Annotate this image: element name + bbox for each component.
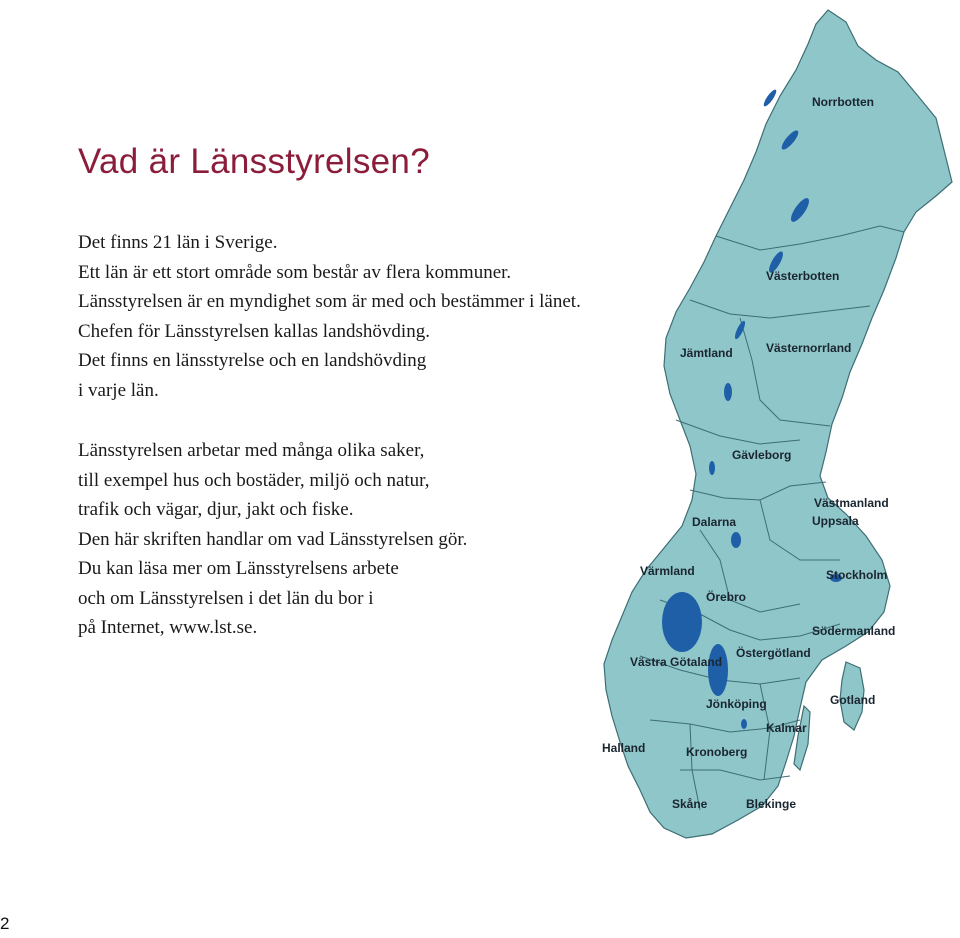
region-label-varmland: Värmland xyxy=(640,564,695,578)
body-line: Den här skriften handlar om vad Länsstyrelsen gör. xyxy=(78,528,468,550)
body-line: Länsstyrelsen arbetar med många olika saker, xyxy=(78,440,425,461)
region-label-orebro: Örebro xyxy=(706,590,747,604)
region-label-stockholm: Stockholm xyxy=(826,568,888,582)
region-label-uppsala: Uppsala xyxy=(812,514,859,528)
region-label-vasterbotten: Västerbotten xyxy=(766,269,840,283)
region-label-vasternorrland: Västernorrland xyxy=(766,341,852,355)
body-line: till exempel hus och bostäder, miljö och natur, xyxy=(78,469,430,491)
region-label-kronoberg: Kronoberg xyxy=(686,745,748,759)
region-label-dalarna: Dalarna xyxy=(692,515,737,529)
intro-paragraph xyxy=(78,228,581,405)
region-label-blekinge: Blekinge xyxy=(746,797,797,811)
region-label-vastmanland: Västmanland xyxy=(814,496,889,510)
intro-line: Ett län är ett stort område som består av flera kommuner. xyxy=(78,261,512,283)
body-line: trafik och vägar, djur, jakt och fiske. xyxy=(78,499,354,520)
region-label-jonkoping: Jönköping xyxy=(706,697,767,711)
body-paragraph xyxy=(78,436,467,643)
sweden-county-map xyxy=(600,0,960,860)
region-label-gotland: Gotland xyxy=(830,693,876,707)
body-line: och om Länsstyrelsen i det län du bor i xyxy=(78,587,374,609)
intro-line: Länsstyrelsen är en myndighet som är med och bestämmer i länet. xyxy=(78,291,581,312)
region-label-gavleborg: Gävleborg xyxy=(732,448,792,462)
region-label-vastra-gotaland: Västra Götaland xyxy=(630,655,723,669)
region-label-sodermanland: Södermanland xyxy=(812,624,896,638)
region-label-norrbotten: Norrbotten xyxy=(812,95,874,109)
page-title: Vad är Länsstyrelsen? xyxy=(78,142,430,181)
intro-line: i varje län. xyxy=(78,379,159,401)
region-label-kalmar: Kalmar xyxy=(766,721,807,735)
page-number: 2 xyxy=(0,914,10,933)
body-line: på Internet, www.lst.se. xyxy=(78,617,258,638)
map-landmass xyxy=(604,10,952,838)
intro-line: Det finns 21 län i Sverige. xyxy=(78,232,278,253)
region-label-ostergotland: Östergötland xyxy=(736,646,811,660)
body-line: Du kan läsa mer om Länsstyrelsens arbete xyxy=(78,558,399,579)
intro-line: Chefen för Länsstyrelsen kallas landshövding. xyxy=(78,320,430,342)
region-label-halland: Halland xyxy=(602,741,646,755)
region-label-skane: Skåne xyxy=(672,797,708,811)
intro-line: Det finns en länsstyrelse och en landshövding xyxy=(78,350,427,371)
region-label-jamtland: Jämtland xyxy=(680,346,733,360)
